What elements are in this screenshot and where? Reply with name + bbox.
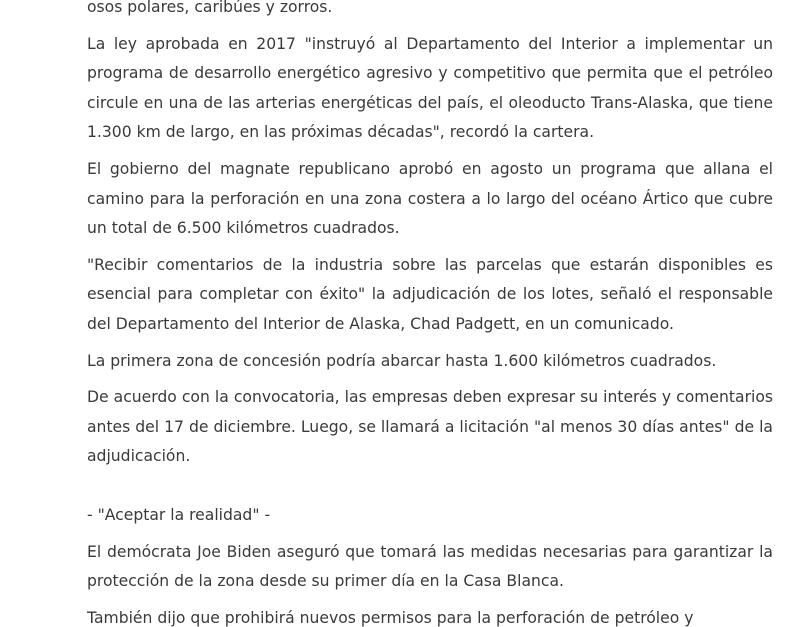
article-paragraph: La ley aprobada en 2017 "instruyó al Departamento del Interior a implementar un programa de desarrollo energético agresivo y competitivo que permita que el petróleo circule en una de las arterias energéticas del país, el oleoducto Trans-Alaska, que tiene 1.300 km de largo, en las próximas décadas", recordó la cartera. <box>87 34 773 142</box>
article-paragraph: El demócrata Joe Biden aseguró que tomará las medidas necesarias para garantizar la protección de la zona desde su primer día en la Casa Blanca. <box>87 542 773 591</box>
article-paragraph: "Recibir comentarios de la industria sobre las parcelas que estarán disponibles es esencial para completar con éxito" la adjudicación de los lotes, señaló el responsable del Departamento del Interior de Alaska, Chad Padgett, en un comunicado. <box>87 255 773 333</box>
article-paragraph: La primera zona de concesión podría abarcar hasta 1.600 kilómetros cuadrados. <box>87 351 717 370</box>
article-body <box>87 0 773 627</box>
article-subheading: - "Aceptar la realidad" - <box>87 505 271 524</box>
article-paragraph: osos polares, caribúes y zorros. <box>87 0 333 16</box>
article-paragraph: El gobierno del magnate republicano aprobó en agosto un programa que allana el camino para la perforación en una zona costera a lo largo del océano Ártico que cubre un total de 6.500 kilómetros cuadrados. <box>87 159 773 238</box>
article-paragraph: También dijo que prohibirá nuevos permisos para la perforación de petróleo y <box>87 608 694 627</box>
article-paragraph: De acuerdo con la convocatoria, las empresas deben expresar su interés y comentarios antes del 17 de diciembre. Luego, se llamará a licitación "al menos 30 días antes" de la adjudicación. <box>87 388 773 466</box>
